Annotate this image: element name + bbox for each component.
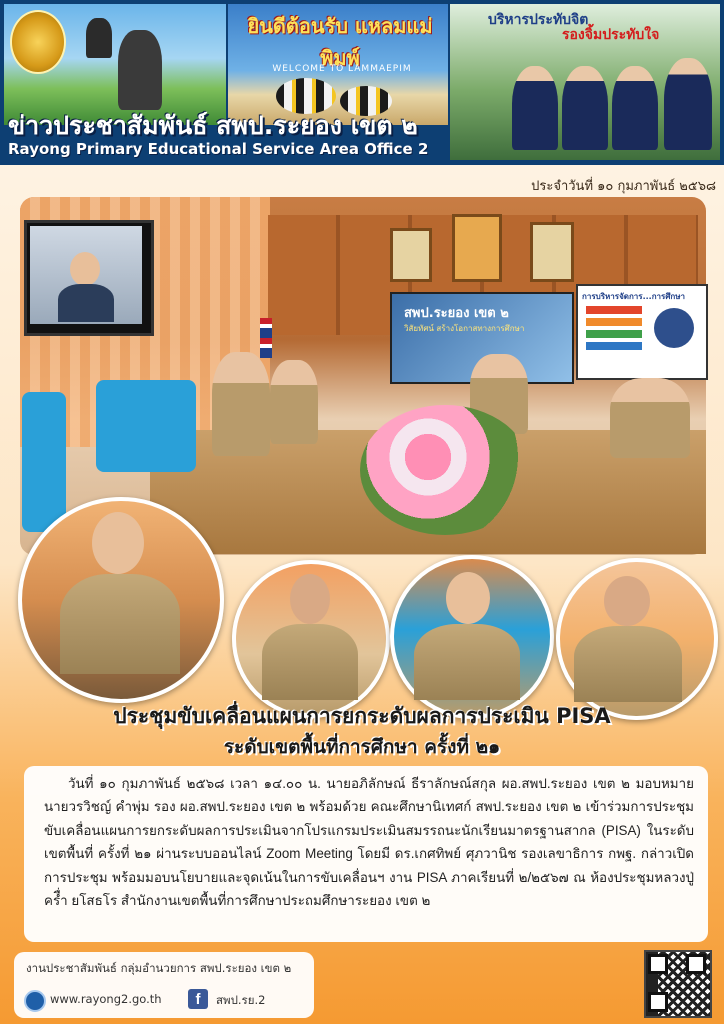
portrait-uniform [574, 626, 682, 702]
footer-department: งานประชาสัมพันธ์ กลุ่มอำนวยการ สพป.ระยอง เขต ๒ [26, 961, 292, 975]
slogan-left: บริหารประทับจิต [488, 12, 589, 28]
slide-bar [586, 306, 642, 314]
portrait-frame [452, 214, 502, 282]
executive-figure [612, 66, 658, 150]
remote-speaker [70, 252, 100, 286]
issue-date: ประจำวันที่ ๑๐ กุมภาพันธ์ ๒๕๖๘ [531, 179, 716, 194]
screen-title: สพป.ระยอง เขต ๒ [404, 306, 509, 321]
portrait-face [290, 574, 330, 624]
qr-corner-marker [686, 954, 706, 974]
news-subheadline: ระดับเขตพื้นที่การศึกษา ครั้งที่ ๒๑ [223, 736, 501, 758]
attendee [270, 360, 318, 444]
portrait-face [92, 512, 144, 574]
news-body: วันที่ ๑๐ กุมภาพันธ์ ๒๕๖๘ เวลา ๑๔.๐๐ น. นายอภิลักษณ์ ธีราลักษณ์สกุล ผอ.สพป.ระยอง เขต ๒ มอบหมาย นายวรวิชญ์ คำพุ่ม รอง ผอ.สพป.ระยอง เขต ๒ พร้อมด้วย คณะศึกษานิเทศก์ สพป.ระยอง เขต ๒ เข้าร่วมการประชุมขับเคลื่อนแผนการยกระดับผลการประเมินจากโปรแกรมประเมินสมรรถนะนักเรียนมาตรฐานสากล (PISA) ในระดับเขตพื้นที่ ครั้งที่ ๒๑ ผ่านระบบออนไลน์ Zoom Meeting โดยมี ดร.เกศทิพย์ ศุภวานิช รองเลขาธิการ กพฐ. กล่าวเปิดการประชุม พร้อมมอบนโยบายและจุดเน้นในการขับเคลื่อนฯ งาน PISA ภาคเรียนที่ ๒/๒๕๖๗ ณ ห้องประชุมหลวงปู่ครื่ำ ยโสธโร สำนักงานเขตพื้นที่การศึกษาประถมศึกษาระยอง เขต ๒ [44, 776, 694, 909]
welcome-subtitle: WELCOME TO LAMMAEPIM [272, 64, 412, 74]
portrait-face [446, 572, 490, 624]
welcome-sign: ยินดีต้อนรับ แหลมแม่พิมพ์ [247, 14, 433, 70]
portrait-frame [530, 222, 574, 282]
globe-icon [24, 990, 46, 1012]
screen-subtitle: วิสัยทัศน์ สร้างโอกาสทางการศึกษา [404, 324, 525, 333]
facebook-page-link[interactable]: สพป.รย.2 [216, 993, 266, 1007]
facebook-icon[interactable]: f [188, 989, 208, 1009]
chair [22, 392, 66, 532]
portrait-frame [390, 228, 432, 282]
portrait-uniform [414, 624, 520, 700]
qr-corner-marker [648, 992, 668, 1012]
slogan-right: รองจิ้มประทับใจ [562, 27, 660, 43]
website-link[interactable]: www.rayong2.go.th [50, 992, 162, 1006]
statue-icon [118, 30, 162, 110]
portrait-uniform [262, 624, 358, 700]
executive-figure [512, 66, 558, 150]
slide-circle [654, 308, 694, 348]
portrait-uniform [60, 574, 180, 674]
statue-icon [86, 18, 112, 58]
chair [96, 380, 196, 472]
thai-flag-icon [260, 318, 272, 358]
slide-bar [586, 318, 642, 326]
attendee [212, 352, 270, 456]
executive-figure [562, 66, 608, 150]
news-headline: ประชุมขับเคลื่อนแผนการยกระดับผลการประเมิน PISA [113, 704, 611, 728]
attendee [610, 378, 690, 458]
education-office-logo-icon [10, 10, 66, 74]
portrait-face [604, 576, 650, 626]
remote-speaker-body [58, 284, 114, 322]
slide-bar [586, 330, 642, 338]
slide-bar [586, 342, 642, 350]
flower-arrangement [360, 405, 530, 535]
executive-figure [664, 58, 712, 150]
newsletter-subtitle: Rayong Primary Educational Service Area Office 2 [8, 140, 429, 158]
newsletter-title: ข่าวประชาสัมพันธ์ สพป.ระยอง เขต ๒ [8, 111, 418, 140]
slide-title: การบริหารจัดการ...การศึกษา [582, 292, 686, 301]
qr-corner-marker [648, 954, 668, 974]
